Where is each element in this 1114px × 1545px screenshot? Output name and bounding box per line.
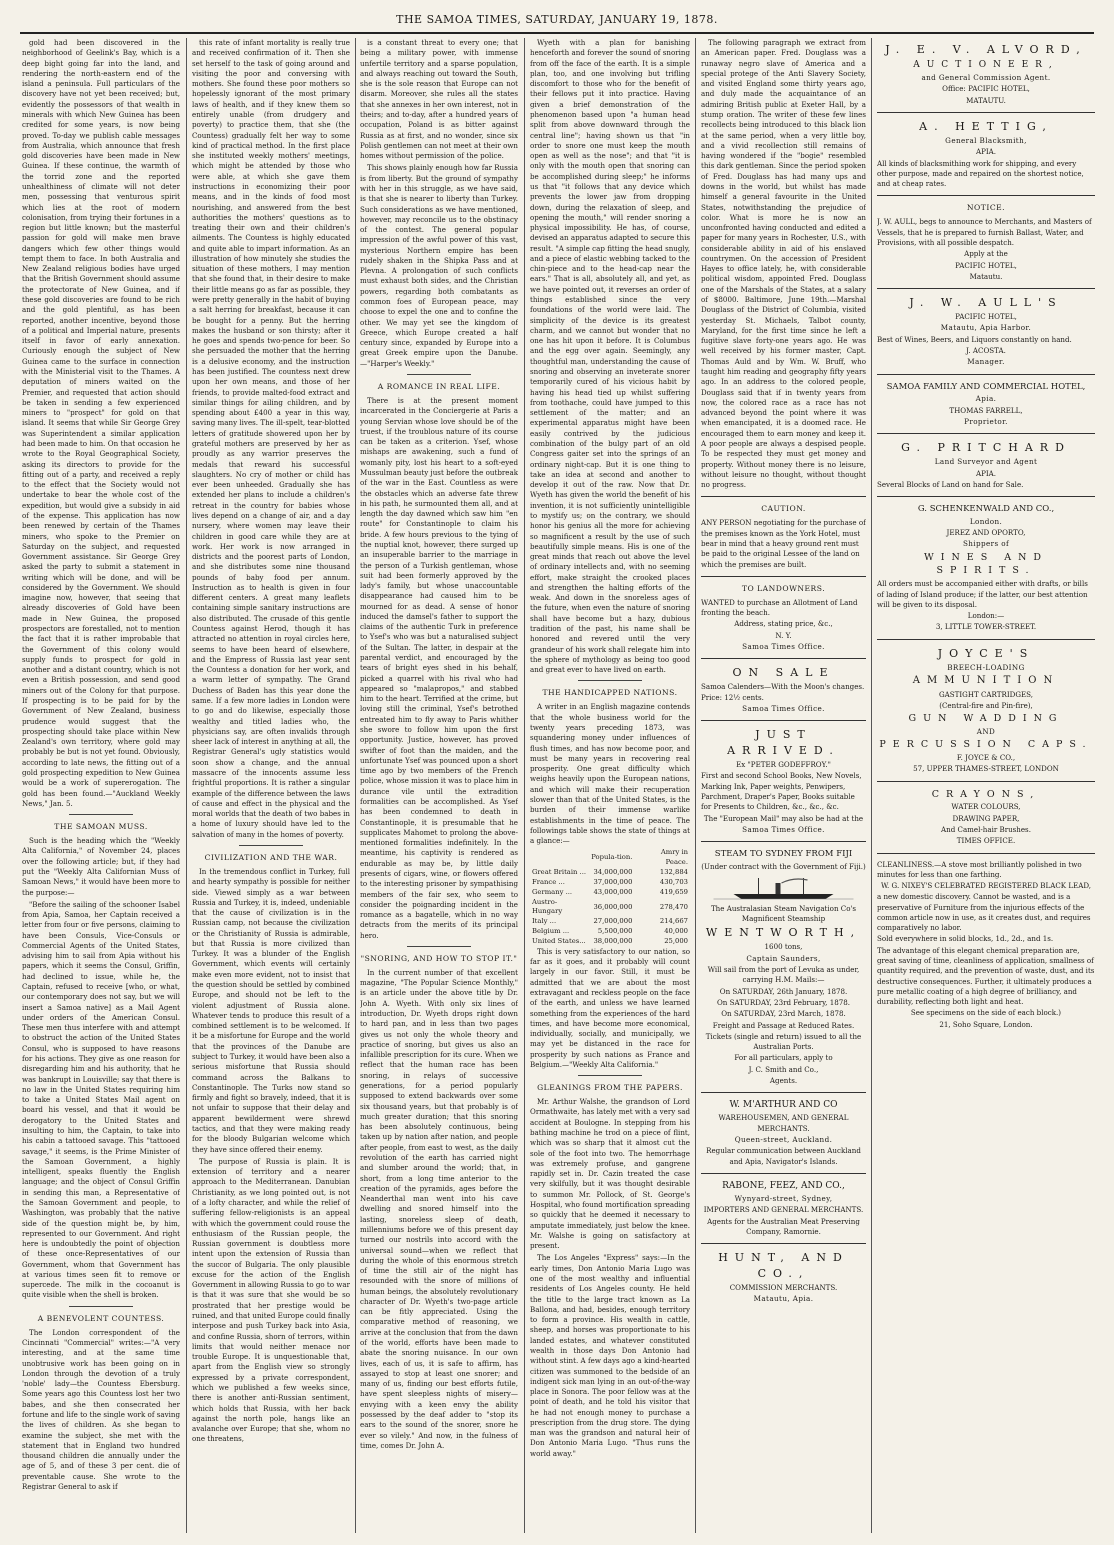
table-cell: Italy ... [532, 917, 557, 926]
ad-hunt-address: Matautu, Apia. [753, 1294, 814, 1304]
ad-hettig-text: All kinds of blacksmithing work for shipping, and every other purpose, made and repaired on the shortest notice, and at cheap rates. [877, 158, 1084, 189]
ad-schenkenwald [877, 503, 1095, 632]
column-rule [524, 38, 525, 1533]
article-countess-text: The London correspondent of the Cincinnati "Commercial" writes:—"A very interesting, and at the same time unobtrusive work has been going on in London through the devotion of a truly 'noble' lady—the Countess Ebersburg. Some years ago this Countess lost her two babes, and she then consecrated her fortune and life to the single work of saving the lives of children. As she began to examine the subject, she met with the statement that in England two hundred thousand children die annually under the age of 5, and of these 3 per cent. die of preventable cause. She wrote to the Registrar General to ask if [22, 1327, 180, 1491]
ad-aull-role: Manager. [967, 357, 1005, 367]
divider [877, 195, 1095, 196]
ad-rabone-title: RABONE, FEEZ, AND CO., [722, 1180, 845, 1191]
table-cell: 36,000,000 [593, 902, 633, 911]
ad-mcarthur-text: Regular communication between Auckland and Apia, Navigator's Islands. [706, 1146, 861, 1166]
divider [701, 576, 866, 577]
ad-aull-title: J. W. AULL'S [909, 296, 1063, 310]
ad-sfh-title: SAMOA FAMILY AND COMMERCIAL HOTEL, [886, 381, 1086, 392]
column-2 [192, 38, 350, 1533]
table-cell: Belgium ... [532, 927, 570, 936]
divider [578, 680, 642, 681]
ad-steam-title: STEAM TO SYDNEY FROM FIJI [714, 849, 853, 860]
ad-clean-brand: W. G. NIXEY'S CELEBRATED REGISTERED BLACK LEAD, [880, 881, 1092, 891]
ad-alvord-place: MATAUTU. [966, 95, 1006, 105]
headline-civilization-war: CIVILIZATION AND THE WAR. [204, 852, 338, 862]
ad-joyce-wadding: GUN WADDING [908, 713, 1064, 725]
divider [69, 1306, 132, 1307]
column-rule [186, 38, 187, 1533]
headline-gleanings: GLEANINGS FROM THE PAPERS. [537, 1083, 683, 1093]
ad-arrived-ship: Ex "PETER GODEFFROY." [736, 760, 831, 770]
table-header-row [530, 848, 690, 868]
article-gleanings-text-2: The Los Angeles "Express" says:—In the early times, Don Antonio Maria Lugo was one of the most wealthy and influential residents of Los Angeles county. He held the title to the large tract known as La Ballona, and had, besides, enough territory to form a province. His wealth in cattle, sheep, and horses was proportionate to his landed estates, and whatever constituted wealth in those days Don Antonio had without stint. A few days ago a kind-hearted citizen was summoned to the bedside of an indigent sick man lying in an out-of-the-way place in Sonora. The poor fellow was at the point of death, and he told his visitor that he had not enough money to purchase a prescription from the drug store. The dying man was the grandson and natural heir of Don Antonio Maria Lugo. "Thus runs the world away." [530, 1253, 690, 1458]
ad-steam-agents: Agents. [769, 1075, 798, 1085]
divider [877, 781, 1095, 782]
ad-steam-ship-name: WENTWORTH, [705, 926, 862, 940]
divider [701, 496, 866, 497]
table-cell: 43,000,000 [593, 887, 633, 896]
ad-joyce-sub: BREECH-LOADING [947, 662, 1025, 672]
headline-samoan-muss: THE SAMOAN MUSS. [54, 822, 148, 832]
article-snoring-text: In the current number of that excellent magazine, "The Popular Science Monthly," is an article under the above title by Dr. John A. Wyeth. With only six lines of introduction, Dr. Wyeth drops right down to hard pan, and in less than two pages gives us not only the whole theory and practice of snoring, but gives us also an infallible prescription for its cure. When we reflect that the human race has been snoring, in relays of successive generations, for a period popularly supposed to extend backwards over some six thousand years, but that probably is of much greater duration; that this snoring has been absolutely continuous, being taken up by nation after nation, and people after people, from east to west, as the daily revolution of the earth has carried night and slumber around the world; that, in short, from a long time anterior to the creation of the pyramids, ages before the Neanderthal man went into his cave dwelling and snored himself into the lasting, snoreless sleep of death, millenniums before we of this present day turned our nostrils into accord with the universal sound—when we reflect that during the whole of this enormous stretch of time the still air of the night has resounded with the snore of millions of human beings, the absolutely revolutionary character of Dr. Wyeth's two-page article can be fitly appreciated. Using the comparative method of reasoning, we arrive at the conclusion that from the dawn of the world, efforts have been made to abate the snoring nuisance. In our own lives, each of us, it is safe to affirm, has assayed to stop at least one snorer; and many of us, finding our best efforts futile, have spent sleepless nights of misery—envying with a keen envy the ability possessed by the deaf adder to "stop its ears to the sound of the snorer, snore he ever so vilely." And now, in the fulness of time, comes Dr. John A. [360, 967, 518, 1450]
ad-alvord-sub: AUCTIONEER, [913, 59, 1059, 70]
ad-schenkenwald-title: G. SCHENKENWALD AND CO., [917, 504, 1055, 515]
ad-aull-manager: J. ACOSTA. [966, 346, 1006, 356]
ad-steam-particulars: For all particulars, apply to [734, 1053, 833, 1063]
table-cell: 27,000,000 [593, 917, 633, 926]
headline-romance: A ROMANCE IN REAL LIFE. [377, 382, 501, 391]
ad-pritchard-place: APIA. [975, 468, 997, 478]
ad-aull-text: Best of Wines, Beers, and Liquors constantly on hand. [877, 334, 1072, 344]
ad-joyce-and: AND [976, 726, 996, 736]
ad-rabone-address: Wynyard-street, Sydney, [734, 1193, 833, 1203]
divider [239, 845, 302, 846]
ad-schenkenwald-address: 3, LITTLE TOWER-STREET. [935, 622, 1037, 632]
ad-caution [701, 503, 866, 569]
ad-steam-sub: (Under contract with the Government of Fiji.) [701, 861, 866, 871]
ad-schenkenwald-london: London:— [967, 611, 1005, 621]
ad-crayons-brush: And Camel-hair Brushes. [941, 824, 1031, 834]
ad-arrived-office: Samoa Times Office. [742, 824, 825, 834]
ad-notice-title: NOTICE. [966, 203, 1006, 213]
article-countess-cont: this rate of infant mortality is really true and received confirmation of it. Then she set herself to the task of going around and visiting the poor and conversing with mothers. She found these poor mothers so hopelessly ignorant of the most primary laws of health, and if they knew them so entirely unable (from drudgery and poverty) to practice them, that she (the Countess) gradually felt her way to some kind of practical method. In the first place she instituted weekly mothers' meetings, which might be attended by those who were able, at which she gave them instructions in economizing their poor means, and in the kinds of food most nourishing, and answered from the best authorities the mothers' questions as to treating their own and their children's ailments. The Countess is highly educated and quite able to impart information. As an illustration of how minutely she studies the situation of these mothers, I may mention that she found that, in their desire to make their little means go as far as possible, they were pretty generally in the habit of buying a salt herring for breakfast, because it can be bought for a penny. But the herring makes the husband or son thirsty; after it he goes and spends two-pence for beer. So she persuaded the mother that the herring is a delusive economy, and the instruction has been justified. The countess next drew upon her own means, and those of her friends, to provide malted-food extract and similar things for ailing children, and by spending about £400 a year in this way, saving many lives. The ill-spelt, tear-blotted letters of gratitude showered upon her by grateful mothers are preserved by her as proudly as any warrior preserves the medals that reward his successful slaughters. No cry of mother or child has ever been unheeded. Gradually she has extended her plans to include a children's retreat in the country for babies whose lives depend on a change of air, and a day nursery, where women may leave their children in good care while they are at work. Her work is now arranged in districts and the poorest parts of London, and she distributes some nine thousand pounds of baby food per annum. Instruction as to health is given in four different centers. A great many leaflets containing simple sanitary instructions are also distributed. The crusade of this gentle Countess against Herod, though it has attracted no attention in royal circles here, seems to have been heard of elsewhere, and the Empress of Russia last year sent the Countess a donation for her work, and a warm letter of sympathy. The Grand Duchess of Baden has this year done the same. If a few more ladies in London were to go and do likewise, especially those wealthy and titled ladies who, the physicians say, are often invalids through sheer lack of interest in anything at all, the Registrar General's ugly statistics would soon show a change, and the annual massacre of the innocents assume less frightful proportions. It is rather a singular example of the difference between the laws of cause and effect in the physical and the moral worlds that the death of two babes in a home of luxury should have led to the salvation of many in the homes of poverty. [192, 38, 350, 839]
ad-alvord-sub2: and General Commission Agent. [921, 72, 1051, 82]
ad-aull-hotel-name: PACIFIC HOTEL, [955, 312, 1017, 322]
table-cell: Germany ... [532, 887, 573, 896]
divider [877, 433, 1095, 434]
column-1 [22, 38, 180, 1533]
ad-landowners [701, 583, 866, 653]
table-cell: 37,000,000 [593, 877, 633, 886]
ad-mcarthur-title: W. M'ARTHUR AND CO [729, 1100, 838, 1111]
ad-pritchard [877, 440, 1095, 490]
divider [877, 853, 1095, 854]
article-nations-text: A writer in an English magazine contends that the whole business world for the twenty years preceding 1873, was squandering money under influences of flush times, and has now become poor, and must be many years in recovering real prosperity. One great difficulty which weighs heavily upon the European nations, and which will make their recuperation slower than that of the United States, is the burden of their immense warlike establishments in the time of peace. The followings table shows the state of things at a glance:— [530, 702, 690, 846]
table-cell: 34,000,000 [593, 868, 633, 877]
headline-snoring: "SNORING, AND HOW TO STOP IT." [360, 953, 518, 963]
ad-schenkenwald-place: London. [969, 516, 1003, 526]
article-snoring-cont: Wyeth with a plan for banishing henceforth and forever the sound of snoring from off the face of the earth. It is a simple plan, too, and one involving but trifling discomfort to those who for the benefit of their fellows put it into practice. Having given a brief demonstration of the phenomenon based upon "a human head split from above downward through the central line"; having shown us that "in order to snore one must keep the mouth open as well as the nose"; and that "it is only with the mouth open that snoring can be accomplished during sleep;" he informs us that "it follows that any device which prevents the lower jaw from dropping down, during the relaxation of sleep, and opening the mouth," will render snoring a physical impossibility. He has, of course, devised an apparatus adapted to secure this result. "A simple cap fitting the head snugly, and a piece of elastic webbing tacked to the chin-piece and to the head-cap near the ears." That is all, absolutely all, and yet, as we have pointed out, it reverses an order of things established since the very foundations of the world were laid. The simplicity of the device is its greatest charm, and we cannot but wonder that no one has hit upon it before. It is Columbus and the egg over again. Seemingly, any thoughtful man, understanding the cause of snoring and observing an inveterate snorer temporarily cured of his vicious habit by having his head tied up whilst suffering from toothache, could have jumped to this settlement of the matter; and an experimental apparatus might have been easily contrived by the judicious combination of the bulgy part of an old Congress gaiter set into the springs of an ordinary night-cap. But it is one thing to take an idea at second and another to develop it out of the raw. Now that Dr. Wyeth has given the world the benefit of his invention, it is not sufficiently unintelligible to mystify us; on the contrary, we should honor his genius all the more for achieving so magnificent a result by the use of such beautifully simple means. His is one of the great minds that reach out above the level of ordinary intellects and, with no seeming effort, make straight the crooked places and strengthen the halting efforts of the weak. And down in the snoreless ages of the future, when even the nature of snoring shall have become but a hazy, dubious tradition of the past, his name shall be honored and revered until the very grandeur of his work shall relegate him into the sphere of mythology as being too good and great ever to have lived on earth. [530, 38, 690, 675]
ad-mcarthur [701, 1099, 866, 1167]
column-4 [530, 38, 690, 1533]
table-cell: Great Britain ... [532, 868, 587, 877]
ad-landowners-office: Samoa Times Office. [742, 641, 825, 651]
table-row [530, 927, 690, 937]
ad-on-sale-office: Samoa Times Office. [742, 703, 825, 713]
table-header: Popula-tion. [591, 853, 633, 862]
ad-steam-company: The Australasian Steam Navigation Co's Magnificent Steamship [710, 903, 857, 924]
ad-on-sale-title: ON SALE [732, 666, 835, 680]
column-rule [695, 38, 696, 1533]
ad-samoa-family-hotel [877, 381, 1095, 427]
table-cell: 40,000 [664, 927, 688, 936]
ad-joyce-address: 57, UPPER THAMES-STREET, LONDON [913, 764, 1059, 774]
ad-just-arrived [701, 727, 866, 835]
ad-on-sale [701, 665, 866, 714]
ad-joyce-ammunition: AMMUNITION [912, 675, 1060, 687]
table-cell: 38,000,000 [593, 936, 633, 945]
ad-rabone-text: Agents for the Australian Meat Preserving Company, Ramornie. [707, 1216, 860, 1236]
article-gleanings-text: Mr. Arthur Walshe, the grandson of Lord Ormathwaite, has lately met with a very sad accident at Boulogne. In stepping from his bathing machine he trod on a piece of flint, which was so sharp that it almost cut the sole of the foot into two. The hemorrhage was extremely profuse, and gangrene rapidly set in. Dr. Cazin treated the case very skilfully, but it was thought desirable to summon Mr. Pollock, of St. George's Hospital, who found mortification spreading so quickly that he deemed it necessary to amputate immediately, just below the knee. Mr. Walshe is going on satisfactory at present. [530, 1097, 690, 1251]
article-nations-cont: This is very satisfactory to our nation, so far as it goes, and it probably will count largely in our favor. Still, it must be admitted that we are about the most extravagant and reckless people on the face of the earth, and unless we have learned something from the experiences of the hard times, and have become more economical, individually, socially, and municipally, we may yet be distanced in the race for prosperity by such nations as France and Belgium.—"Weekly Alta California." [530, 946, 690, 1069]
ad-schenkenwald-role: Shippers of [962, 539, 1010, 549]
ad-schenkenwald-text: All orders must be accompanied either with drafts, or bills of lading of Island produce; if the latter, our best attention will be given to its disposal. [877, 579, 1088, 609]
article-douglass-text: The following paragraph we extract from an American paper. Fred. Douglass was a runaway negro slave of America and a special protege of the Anti Slavery Society, and visited England some thirty years ago, and duly made the acquaintance of an admiring British public at Exeter Hall, by a stump oration. The writer of these few lines recollects being introduced to this black lion at the same period, when a very little boy, and a vivid recollection still remains of having wondered if the "bogie" resembled this dark gentleman. Since the period spoken of Fred. Douglass has had many ups and downs in the world, but whilst has made himself a general favourite in the United States, notwithstanding the prejudice of color. What is more he is now an unconfronted having conducted and edited a paper for many years in Rochester, U.S., with considerable ability in aid of his enslaved countrymen. On the accession of President Hayes to office lately, he, with considerable political wisdom, appointed Fred. Douglass one of the Marshals of the States, at a salary of $8000. Baltimore, June 19th.—Marshal Douglass of the District of Columbia, visited yesterday St. Michaels, Talbot county, Maryland, for the first time since he left a fugitive slave forty-one years ago. He was well received by his former master, Capt. Thomas Auld and by Wm. W. Bruff, who taught him reading and geography fifty years ago. In an address to the colored people, Douglass said that if in twenty years from now, the colored race as a race has not advanced beyond the point where it was when emancipated, it is a doomed race. He encouraged them to earn money and keep it. A poor people are always a despised people. To be respected they must get money and property. Without money there is no leisure, without leisure no thought, without thought no progress. [701, 38, 866, 490]
ad-hettig-sub: General Blacksmith, [945, 135, 1027, 145]
ad-on-sale-text: Samoa Calenders—With the Moon's changes. Price: 12½ cents. [701, 682, 865, 702]
ad-mcarthur-sub: WAREHOUSEMEN, AND GENERAL MERCHANTS. [718, 1113, 849, 1133]
ad-pritchard-title: G. PRITCHARD [901, 441, 1071, 455]
column-3 [360, 38, 518, 1533]
ad-mcarthur-address: Queen-street, Auckland. [734, 1134, 833, 1144]
ad-caution-title: CAUTION. [761, 504, 806, 514]
divider [877, 288, 1095, 289]
ad-steam-tickets: Tickets (single and return) issued to all the Australian Ports. [705, 1031, 862, 1052]
table-cell: 25,000 [664, 936, 688, 945]
divider [877, 496, 1095, 497]
article-muss-intro: Such is the heading which the "Weekly Alta California," of November 24, places over the following article; but, if they had put the "Weekly Alta Californian Muss of Samoan News," it would have been more to the purpose:— [22, 836, 180, 897]
ad-schenkenwald-sub: JEREZ AND OPORTO, [946, 527, 1026, 537]
ad-arrived-title: JUST ARRIVED. [727, 728, 840, 758]
ad-steam-freight: Freight and Passage at Reduced Rates. [712, 1020, 855, 1030]
ad-notice [877, 202, 1095, 282]
ad-hettig-place: APIA. [975, 147, 997, 157]
ad-joyce-caps: PERCUSSION CAPS. [879, 739, 1093, 751]
article-war-cont: is a constant threat to every one; that being a military power, with immense unfertile territory and a sparse population, and always reaching out toward the South, she is the sole reason that Europe can not disarm. Moreover, she rules all the states that she annexes in her own interest, not in theirs; and to-day, after a hundred years of occupation, Poland is as bitter against Russia as at first, and no wonder, since six Polish gentlemen can not meet at their own homes without permission of the police. [360, 38, 518, 161]
headline-benevolent-countess: A BENEVOLENT COUNTESS. [37, 1313, 165, 1323]
table-row [530, 937, 690, 947]
ad-steam-sailing: Will sail from the port of Levuka as under, carrying H.M. Mails:— [707, 965, 860, 985]
table-row [530, 917, 690, 927]
ad-schenkenwald-goods: WINES AND SPIRITS. [923, 551, 1049, 577]
table-row [530, 898, 690, 918]
column-5 [701, 38, 866, 1533]
army-table [530, 848, 690, 946]
ad-clean-specimens: See specimens on the side of each block.) [910, 1008, 1062, 1018]
ad-landowners-text: WANTED to purchase an Allotment of Land fronting the beach. [701, 597, 858, 618]
divider [877, 639, 1095, 640]
divider [701, 720, 866, 721]
ad-clean-address: 21, Soho Square, London. [939, 1019, 1033, 1029]
steamship-icon [701, 875, 866, 901]
ad-steam-date-2: On SATURDAY, 23rd February, 1878. [716, 997, 851, 1007]
ad-caution-text: ANY PERSON negotiating for the purchase of the premises known as the York Hotel, must bear in mind that a heavy ground rent must be paid to the original Lessee of the land on which the premises are built. [701, 518, 866, 569]
ad-crayons [877, 788, 1095, 847]
ad-sfh-place: Apia. [975, 394, 997, 404]
table-cell: 214,667 [659, 917, 688, 926]
divider [701, 1243, 866, 1244]
ad-clean-text: CLEANLINESS.—A stove most brilliantly polished in two minutes for less than one farthing. [877, 859, 1082, 879]
ad-notice-place: Matautu. [969, 271, 1003, 281]
table-header [530, 848, 589, 868]
table-cell: United States... [532, 936, 586, 945]
divider [701, 1092, 866, 1093]
ad-notice-hotel: PACIFIC HOTEL, [955, 260, 1017, 270]
ad-joyce-title: JOYCE'S [937, 646, 1035, 660]
column-rule [871, 38, 872, 1533]
ad-hunt [701, 1250, 866, 1305]
ad-steam-tons: 1600 tons, [764, 942, 803, 952]
ad-alvord-office: Office: PACIFIC HOTEL, [942, 84, 1030, 94]
ad-joyce [877, 646, 1095, 775]
ad-pritchard-sub: Land Surveyor and Agent [934, 457, 1038, 467]
ad-pritchard-text: Several Blocks of Land on hand for Sale. [877, 479, 1024, 489]
ad-alvord-title: J. E. V. ALVORD, [885, 43, 1087, 56]
ad-arrived-mail: The "European Mail" may also be had at the [703, 813, 864, 823]
ad-joyce-cartridges: GASTIGHT CARTRIDGES, [938, 689, 1034, 699]
ad-clean-sold: Sold everywhere in solid blocks, 1d., 2d., and 1s. [877, 934, 1054, 944]
article-war-cont-2: This shows plainly enough how far Russia is from liberty. But the ground of sympathy with her in this struggle, as we have said, is that she is nearer to liberty than Turkey. Such considerations as we have mentioned, however, may reconcile us to the obstinacy of the contest. The general popular impression of the awful power of this vast, mysterious Northern empire has been rudely shaken in the Shipka Pass and at Plevna. A prolongation of such conflicts must exhaust both sides, and the Christian powers, regarding both combatants as common foes of European peace, may choose to expel the one and to confine the other. We may yet see the kingdom of Greece, which Europe created a half century since, expanded by Europe into a great Greek empire upon the Danube.—"Harper's Weekly." [360, 163, 518, 368]
article-gold-text: gold had been discovered in the neighborhood of Geelink's Bay, which is a deep bight going far into the land, and rendering the north-eastern end of the island a peninsula. Full particulars of the discovery have not yet been received; but, evidently the possessors of that wealth in minerals with which New Guinea has been credited for some years, is now being proved. To-day we publish cable messages from Australia, which announce that fresh gold discoveries have been made in New Guinea. If these continue, the warmth of the torrid zone and the reported unhealthiness of climate will not deter men, possessing that venturous spirit which lies at the root of modern colonisation, from trying their fortunes in a region but little known; but the masterful passion for gold will make men brave dangers which few other things would tempt them to face. In both Australia and New Zealand religious bodies have urged that the British Government should assume the protectorate of New Guinea, and if these gold discoveries are found to be rich and the gold plentiful, as has been reported, another incentive, beyond those of a political and Imperial nature, presents itself in favor of early annexation. Curiously enough the subject of New Guinea came to the surface in connection with the Ministerial visit to the Thames. A deputation of miners waited on the Premier, and requested that action should be taken in sending a few experienced miners to "prospect" for gold on that island. It seems that while Sir George Grey was Superintendent a similar application had been made to him. On that occasion he wrote to the Royal Geographical Society, asking its directors to provide for the fitting out of a party, and received a reply to the effect that the Society would not undertake to bear the whole cost of the expedition, but would give a subsidy in aid of the expense. This application has now been renewed by certain of the Thames miners, who spoke to the Premier on Saturday on the subject, and requested Government assistance. Sir George Grey asked the party to submit a statement in writing which will be done, and will be considered by the Government. We should imagine now, however, that seeing that already discoveries of Gold have been made in New Guinea, the proposed prospectors are forestalled, not to mention the fact that it is rather improbable that the Government of this colony would supply funds to prospect for gold in another and a distant country, which is not even a British possession, and send good miners out of the Colony for that purpose. If prospecting is to be paid for by the Government of New Zealand, business prudence would suggest that the prospecting should take place within New Zealand's own territory, where gold may probably be but is not yet found. Obviously, according to late news, the fitting out of a gold prospecting expedition to New Guinea would be a work of supererogation. The gold has been found.—"Auckland Weekly News," Jan. 5. [22, 38, 180, 808]
table-cell: 430,703 [659, 877, 688, 886]
ad-crayons-title: CRAYONS, [931, 788, 1041, 800]
table-row [530, 888, 690, 898]
article-muss-text: "Before the sailing of the schooner Isabel from Apia, Samoa, her Captain received a letter from four or five persons, claiming to have been Consuls, Vice-Consuls or Commercial Agents of the United States, advising him to sail from Apia without his papers, which it seems the Consul, Griffin, had declined to issue, while he, the Captain, refused to receive [who, or what, our contemporary does not say, but we will insert a Samoa native] as a Mail Agent under orders of the American Consul. These men thus interfere with and attempt to obstruct the action of the United States Consul, who is supposed to have reasons for his actions. They give as one reason for disregarding him and his authority, that he was bankrupt in Louisville; say that there is no law in the United States requiring him to take a United States Mail agent on board his vessel, and that it would be derogatory to the United States and insulting to him, the Captain, to take into his cabin a tattooed savage. This "tattooed savage," it seems, is the Prime Minister of the Samoan Government, a highly intelligent, speaks fluently the English language; and the object of Consul Griffin in sending this man, a Representative of the Samoan Government and people, to Washington, was probably that the native side of the question might be, by him, represented to our Government. And right here is undoubtedly the point of objection of these once-Representatives of our Government, whom that Government has at various times seen fit to remove or supercede. The milk in the cocoanut is quite visible when the shell is broken. [22, 899, 180, 1300]
column-6 [877, 38, 1095, 1533]
ad-aull-place: Matautu, Apia Harbor. [940, 323, 1032, 333]
divider [407, 374, 470, 375]
table-cell: 278,470 [659, 902, 688, 911]
table-header: Amry in Peace. [660, 848, 688, 867]
ad-landowners-address: Address, stating price, &c., [734, 619, 833, 629]
ad-steam-date-1: On SATURDAY, 26th January, 1878. [719, 986, 848, 996]
ad-steam-agent: J. C. Smith and Co., [748, 1064, 819, 1074]
ad-landowners-title: TO LANDOWNERS. [741, 583, 826, 593]
ad-sfh-name: THOMAS FARRELL, [949, 405, 1023, 415]
table-cell: 132,884 [659, 868, 688, 877]
ad-notice-apply: Apply at the [964, 249, 1008, 259]
column-rule [355, 38, 356, 1533]
divider [701, 841, 866, 842]
ad-steam-captain: Captain Saunders, [746, 953, 821, 963]
divider [877, 112, 1095, 113]
ad-hunt-title: HUNT, AND CO., [718, 1251, 849, 1281]
article-war-text-2: The purpose of Russia is plain. It is extension of territory and a nearer approach to the Mediterranean. Danubian Christianity, as we long pointed out, is not of a lofty character, and while the relief of suffering fellow-religionists is an appeal with which the government could rouse the enthusiasm of the Russian people, the Russian government is doubtless more intent upon the extension of Russia than the succor of Bulgaria. The only plausible excuse for the action of the English Government in allowing Russia to go to war is that it was sure that she would be so prostrated that her prestige would be ruined, and that united Europe could finally interpose and push Turkey back into Asia, and confine Russia, shorn of terrors, within limits that would neither menace nor trouble Europe. It is unquestionable that, apart from the English view so strongly expressed by a private correspondent, which we published a few weeks since, there is another anti-Russian sentiment, which holds that Russia, with her back against the north pole, hangs like an avalanche over Europe; that she, whom no one threatens, [192, 1156, 350, 1444]
divider [877, 374, 1095, 375]
ad-steam-sydney [701, 848, 866, 1086]
table-cell: 419,659 [659, 887, 688, 896]
ad-joyce-fire: (Central-fire and Pin-fire), [939, 700, 1033, 710]
ad-alvord [877, 42, 1095, 106]
ad-sfh-role: Proprietor. [964, 416, 1008, 426]
ad-aull-hotel [877, 295, 1095, 368]
headline-handicapped-nations: THE HANDICAPPED NATIONS. [542, 688, 678, 698]
article-war-text: In the tremendous conflict in Turkey, full and hearty sympathy is possible for neither side. Viewed simply as a war between Russia and Turkey, it is, indeed, undeniable that the cause of civilization is in the Russian camp, not because the civilization or the Christianity of Russia is admirable, but that Russia is more civilized than Turkey. It was a blunder of the English Government, which events will certainly make even more evident, not to insist that the question should be settled by combined Europe, and should not be left to the violent adjustment of Russia alone. Whatever tends to produce this result of a combined settlement is to be welcomed. If it be a misfortune for Europe and the world that the provinces of the Danube are subject to Turkey, it would have been also a serious misfortune that Russia should command across the Balkans to Constantinople. The Turks now stand so firmly and fight so bravely, indeed, that it is not unfair to suppose that their delay and apparent bewilderment were shrewd tactics, and that they were making ready for the bloody Bulgarian welcome which they have since offered their enemy. [192, 866, 350, 1154]
ad-notice-text: J. W. AULL, begs to announce to Merchants, and Masters of Vessels, that he is prepared to furnish Ballast, Water, and Provisions, with all possible despatch. [877, 217, 1092, 248]
ad-clean-desc: a new domestic discovery. Cannot be wasted, and is a preservative of Furniture from the injurious effects of the common article now in use, as it creates dust, and requires comparatively no labor. [877, 892, 1091, 933]
ad-rabone-sub: IMPORTERS AND GENERAL MERCHANTS. [703, 1205, 864, 1215]
ad-rabone-feez [701, 1180, 866, 1237]
divider [701, 1173, 866, 1174]
ad-landowners-sig: N. Y. [775, 630, 792, 640]
ad-arrived-text: First and second School Books, New Novels, Marking Ink, Paper weights, Penwipers, Parchment, Draper's Paper, Books suitable for Presents to Children, &c., &c., &c. [701, 771, 862, 812]
ad-hettig-title: A. HETTIG, [919, 119, 1053, 133]
table-cell: Austro-Hungary [532, 897, 563, 916]
masthead: THE SAMOA TIMES, SATURDAY, JANUARY 19, 1878. [20, 8, 1094, 34]
divider [578, 1075, 642, 1076]
ad-clean-advantages: The advantage of this elegant chemical preparation are, great saving of time, cleanliness of application, smallness of quantity required, and the prevention of waste, dust, and its destructive consequences. Further, it ultimately produces a pure metallic coating of a high degree of brilliancy, and durability, reflecting both light and heat. [877, 945, 1095, 1007]
divider [407, 946, 470, 947]
ad-crayons-water: WATER COLOURS, [951, 802, 1021, 812]
ad-steam-date-3: On SATURDAY, 23rd March, 1878. [721, 1009, 846, 1019]
ad-hettig [877, 119, 1095, 190]
table-row [530, 868, 690, 878]
ad-joyce-firm: F. JOYCE & CO., [956, 753, 1016, 763]
table-cell: 5,500,000 [597, 927, 633, 936]
divider [69, 814, 132, 815]
divider [701, 658, 866, 659]
ad-crayons-paper: DRAWING PAPER, [952, 813, 1020, 823]
table-cell: France ... [532, 877, 565, 886]
article-romance-text: There is at the present moment incarcerated in the Conciergerie at Paris a young Servian whose love should be of the truest, if the troublous nature of its course can be taken as a criterion. Ysef, whose mishaps are awakening, such a fund of womanly pity, lost his heart to a soft-eyed Mussulman beauty just before the outbreak of the war in the East. Countless as were the obstacles which an adverse fate threw in his path, he surmounted them all, and at length the day dawned which saw him "en route" for Constantinople to claim his bride. A few hours previous to the tying of the nuptial knot, however, there surged up an insuperable barrier to the marriage in the person of a Turkish gentleman, whose suit had been formerly approved by the lady's family, but whose unaccountable disappearance had caused him to be mourned for as dead. A sense of honor induced the damsel's father to support the claims of the authentic Turk in preference to Ysef's who was but a naturalised subject of the Sultan. The latter, in despair at the parental verdict, and encouraged by the tears of bright eyes shed in his behalf, picked a quarrel with his rival who had appeared so "malapropos," and stabbed him to the heart. Terrified at the crime, but loving still the criminal, Ysef's betrothed entreated him to fly away to Paris whither she swore to follow him upon the first opportunity. Justice, however, has proved swifter of foot than the maiden, and the unfortunate Ysef was pounced upon a short time ago by two members of the French police, whose mission it was to place him in durance vile until the extradition formalities can be accomplished. As Ysef has been condemned to death in Constantinople, it is presumable that he supplicates Mahomet to prolong the above-mentioned formalities indefinitely. In the meantime, his captivity is rendered as endurable as may be, by little daily presents of cigars, wine, or flowers offered to the interesting prisoner by sympathising members of the fair sex, who seem to consider the poignarding incident in the romance as a bagatelle, which in no way detracts from the merits of its principal hero. [360, 396, 518, 940]
ad-cleanliness [877, 860, 1095, 1031]
ad-hunt-sub: COMMISSION MERCHANTS. [729, 1283, 838, 1292]
table-row [530, 878, 690, 888]
ad-crayons-office: TIMES OFFICE. [956, 836, 1016, 846]
